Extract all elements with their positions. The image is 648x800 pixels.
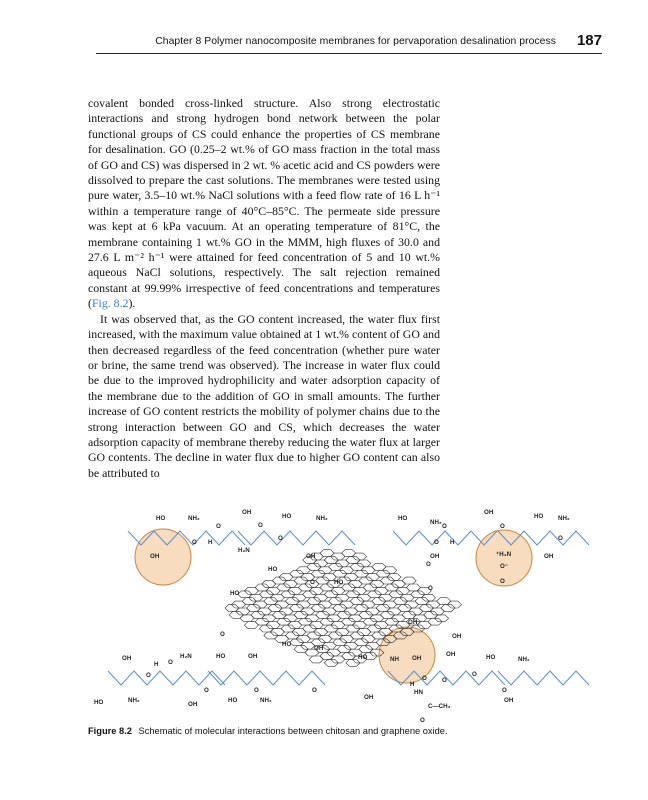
figure-label-o: O: [192, 539, 197, 546]
figure-label-ho: HO: [398, 515, 408, 522]
paragraph-1-text: covalent bonded cross-linked structure. Also strong electrostatic interactions and strong hydrogen bond network between the polar functional groups of CS could enhance the properties of CS membrane for desalination. GO (0.25–2 wt.% of GO mass fraction in the total mass of GO and CS) was dispersed in 2 wt. % acetic acid and CS powders were dissolved to prepare the cast solutions. The membranes were tested using pure water, 3.5–10 wt.% NaCl solutions with a feed flow rate of 16 L h⁻¹ within a temperature range of 40°C–85°C. The permeate side pressure was kept at 6 kPa vacuum. At an operating temperature of 81°C, the membrane containing 1 wt.% GO in the MMM, high fluxes of 30.0 and 27.6 L m⁻² h⁻¹ were attained for feed concentration of 5 and 10 wt.% aqueous NaCl solutions, respectively. The salt rejection remained constant at 99.99% irrespective of feed concentrations and temperatures (: [88, 96, 440, 311]
figure-label-o: O: [216, 523, 221, 530]
figure-label-o: O: [310, 579, 315, 586]
chitosan-chain: [208, 671, 325, 685]
figure-label-ho: HO: [228, 697, 238, 704]
figure-label-h: H: [208, 539, 213, 546]
figure-label-ho: HO: [534, 513, 544, 520]
figure-label-h: H: [154, 661, 159, 668]
figure-label-oh: OH: [242, 509, 252, 516]
figure-label-oh: OH: [412, 655, 422, 662]
figure-label-oh: OH: [188, 701, 198, 708]
header-rule: [96, 53, 602, 54]
figure-label-nh2: NH₂: [430, 519, 442, 526]
figure-label-o: O: [558, 535, 563, 542]
paragraph-1-end: ).: [128, 296, 136, 311]
figure-label-oh: OH: [484, 509, 494, 516]
figure-label-o: O: [420, 717, 425, 724]
figure-label-ho: HO: [486, 654, 496, 661]
figure-label-oh: OH: [408, 619, 418, 626]
figure-label-o: O: [472, 671, 477, 678]
figure-label-oh: OH: [248, 653, 258, 660]
figure-label-nh2: NH₂: [128, 697, 140, 704]
figure-caption: [88, 726, 588, 736]
figure-label-ho: HO: [358, 654, 368, 661]
figure-label-ho: HO: [216, 653, 226, 660]
figure-label-o: O: [500, 523, 505, 530]
body-text: [88, 96, 440, 481]
figure-label-oh: OH: [446, 651, 456, 658]
figure-label-h2n: H₂N: [238, 547, 250, 554]
figure-label-nh2: NH₂: [316, 515, 328, 522]
figure-label-oh: OH: [452, 633, 462, 640]
figure-label-nh2: NH₂: [188, 515, 200, 522]
page-header: [0, 22, 602, 52]
figure-label-h: H: [450, 539, 455, 546]
figure-label-oh: OH: [314, 645, 324, 652]
figure-label-oh: OH: [504, 697, 514, 704]
figure-label-o: O: [204, 687, 209, 694]
figure-label-ho: HO: [94, 699, 104, 706]
paragraph-1: [88, 96, 440, 312]
running-title: Chapter 8 Polymer nanocomposite membranes for pervaporation desalination process: [155, 36, 556, 47]
page-number: 187: [576, 32, 602, 49]
figure-label-ho: HO: [230, 590, 240, 597]
figure-label-o: O: [278, 535, 283, 542]
figure-label-ho: HO: [334, 579, 344, 586]
figure-label-o: O: [442, 523, 447, 530]
figure-label-o: O: [428, 585, 433, 592]
figure-label-o: O: [422, 675, 427, 682]
interaction-circle: [135, 529, 191, 585]
figure-label-h3n-plus: ⁺H₃N: [496, 551, 512, 558]
figure-label-o: O: [254, 687, 259, 694]
figure-label-nh2: NH₂: [558, 515, 570, 522]
paragraph-2: It was observed that, as the GO content increased, the water flux first increased, with the maximum value obtained at 1 wt.% content of GO and then decreased regardless of the feed concentration (whether pure water or brine, the same trend was observed). The increase in water flux could be due to the improved hydrophilicity and water adsorption capacity of the membrane due to the addition of GO in small amounts. The further increase of GO content restricts the mobility of polymer chains due to the strong interaction between GO and CS, which decreases the water adsorption capacity of membrane thereby reducing the water flux at larger GO contents. The decline in water flux due to higher GO content can also be attributed to: [88, 311, 440, 480]
figure-label-o: O: [500, 578, 505, 585]
figure-8-2: [88, 496, 592, 724]
figure-label-nh2: NH₂: [260, 697, 272, 704]
figure-label-oh: OH: [364, 694, 374, 701]
caption-text: Schematic of molecular interactions between chitosan and graphene oxide.: [138, 726, 448, 736]
figure-label-o: O: [426, 561, 431, 568]
figure-link[interactable]: Fig. 8.2: [91, 296, 129, 311]
figure-label-o: O: [502, 687, 507, 694]
graphene-hexagon: [402, 577, 416, 584]
chitosan-go-schematic: [88, 496, 592, 724]
figure-label-o: O: [434, 539, 439, 546]
chitosan-chain: [498, 671, 589, 685]
figure-label-ho: HO: [268, 566, 278, 573]
figure-label-oh: OH: [122, 655, 132, 662]
figure-label-o: O: [220, 631, 225, 638]
figure-label-ho: HO: [156, 515, 166, 522]
figure-label-oh: OH: [306, 553, 316, 560]
figure-label-o: O: [146, 672, 151, 679]
figure-label: Figure 8.2: [88, 726, 132, 736]
chitosan-chain: [393, 531, 497, 545]
figure-label-c-ch3: C—CH₃: [428, 703, 451, 710]
chitosan-chain: [238, 531, 355, 545]
figure-label-o: O: [312, 687, 317, 694]
figure-label-ho: HO: [282, 513, 292, 520]
figure-label-ho: HO: [282, 641, 292, 648]
figure-label-o: O: [168, 659, 173, 666]
figure-label-oh: OH: [150, 553, 160, 560]
chitosan-chain: [108, 671, 225, 685]
figure-label-o: O: [258, 522, 263, 529]
figure-label-h: H: [410, 681, 415, 688]
figure-label-o: O: [442, 677, 447, 684]
figure-label-h2n: H₂N: [180, 653, 192, 660]
figure-label-nh: NH: [390, 656, 399, 663]
figure-label-hn: HN: [414, 689, 423, 696]
figure-label-oh: OH: [544, 553, 554, 560]
figure-label-oh: OH: [430, 553, 440, 560]
figure-label-nh2: NH₂: [518, 656, 530, 663]
figure-label-o-minus: O⁻: [500, 563, 509, 570]
